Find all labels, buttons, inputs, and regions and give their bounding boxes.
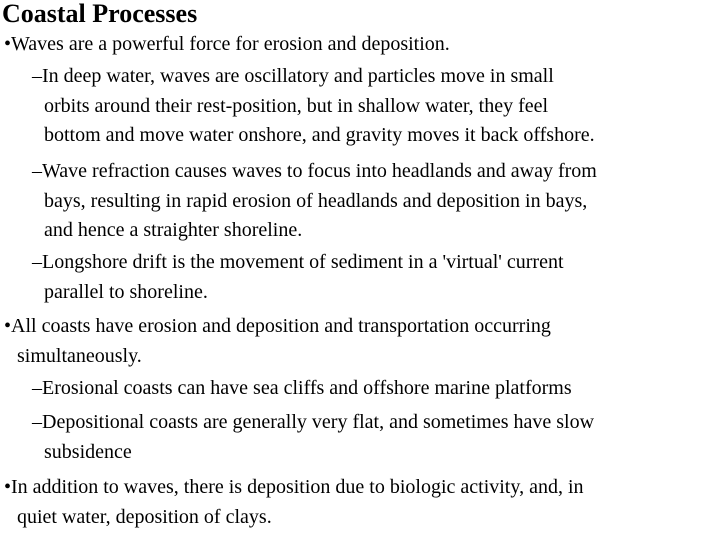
bullet-item: •Waves are a powerful force for erosion and deposition. <box>4 33 450 55</box>
slide-title: Coastal Processes <box>2 0 198 28</box>
sub-bullet-item: –Wave refraction causes waves to focus into headlands and away from bays, resulting in rapid erosion of headlands and deposition in bays, and hence a straighter shoreline. <box>32 160 597 241</box>
bullet-item: •In addition to waves, there is deposition due to biologic activity, and, in quiet water, deposition of clays. <box>4 476 584 528</box>
bullet-item: •All coasts have erosion and deposition and transportation occurring simultaneously. <box>4 315 551 367</box>
sub-bullet-item: –In deep water, waves are oscillatory and particles move in small orbits around their rest-position, but in shallow water, they feel bottom and move water onshore, and gravity moves it back offshore. <box>32 65 595 146</box>
sub-bullet-item: –Erosional coasts can have sea cliffs and offshore marine platforms <box>32 377 572 399</box>
sub-bullet-item: –Depositional coasts are generally very flat, and sometimes have slow subsidence <box>32 411 595 463</box>
sub-bullet-item: –Longshore drift is the movement of sediment in a 'virtual' current parallel to shoreline. <box>32 251 564 303</box>
